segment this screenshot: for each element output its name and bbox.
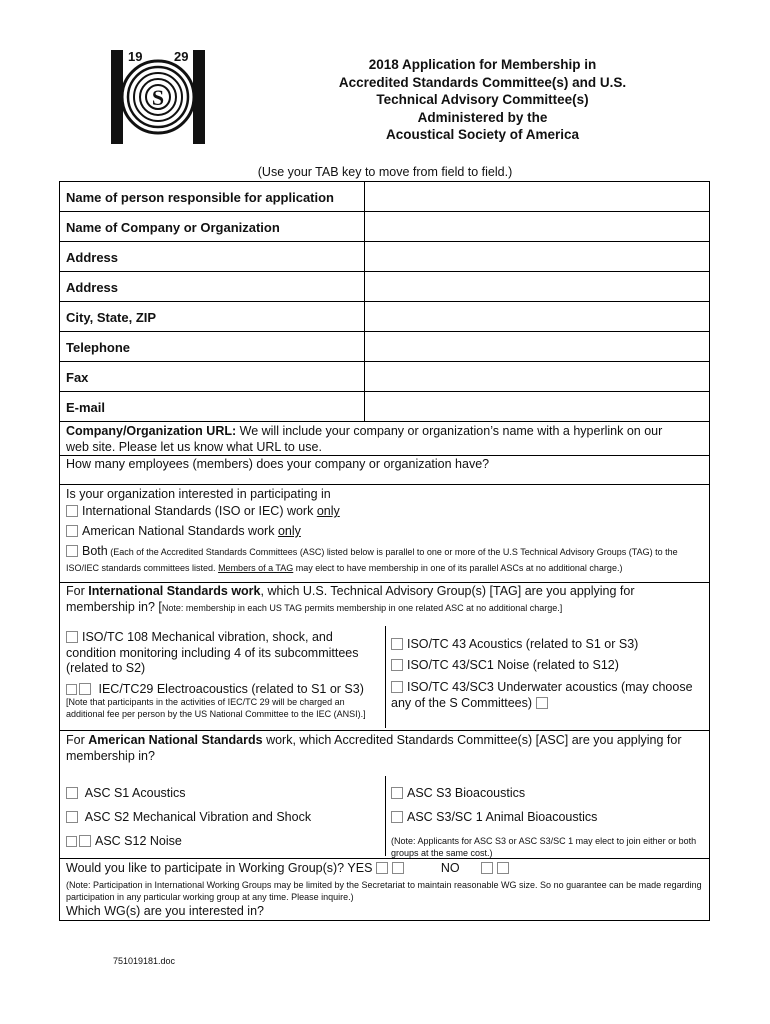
title-line: Technical Advisory Committee(s) <box>376 92 589 107</box>
iec-note: [Note that participants in the activities of IEC/TC 29 will be charged an additional fee per person by the US National Committee to the IEC (ANSI).] <box>66 697 366 719</box>
iso-tc43-option[interactable] <box>391 637 703 653</box>
contact-row <box>60 242 709 272</box>
checkbox[interactable] <box>391 659 403 671</box>
asc-s3-sc1-option[interactable] <box>391 810 703 826</box>
option-label: ASC S3/SC 1 Animal Bioacoustics <box>407 810 598 824</box>
column-divider <box>385 776 386 856</box>
logo-year-right: 29 <box>174 49 189 64</box>
option-label: ISO/TC 43 Acoustics (related to S1 or S3) <box>407 637 639 651</box>
intro-text-3: membership in? <box>66 748 155 763</box>
asc-s3-note: (Note: Applicants for ASC S3 or ASC S3/SC 1 may elect to join either or both groups at the same cost.) <box>391 836 697 858</box>
interest-option-both[interactable] <box>66 544 702 575</box>
asc-s12-option[interactable] <box>66 834 378 850</box>
fax-field[interactable] <box>364 362 709 391</box>
intro-text: For <box>66 584 89 598</box>
iec-tc29-option[interactable] <box>66 682 381 698</box>
asc-s3-option[interactable] <box>391 786 703 802</box>
yes-checkbox-2[interactable] <box>392 862 404 874</box>
both-note-underline: Members of a TAG <box>218 562 294 573</box>
option-label: ASC S12 Noise <box>95 834 182 848</box>
option-text: American National Standards work <box>82 524 278 538</box>
iso-tc108-option[interactable] <box>66 630 376 677</box>
field-label: Name of Company or Organization <box>66 220 280 235</box>
contact-row <box>60 392 709 422</box>
address-line-2-field[interactable] <box>364 272 709 301</box>
option-label: ASC S2 Mechanical Vibration and Shock <box>84 810 312 824</box>
wg-question-text: Would you like to participate in Working Group(s)? <box>66 861 345 875</box>
document-id: 751019181.doc <box>113 956 176 966</box>
working-group-question <box>66 861 706 877</box>
employees-question[interactable]: How many employees (members) does your company or organization have? <box>66 457 490 471</box>
title-line: Acoustical Society of America <box>385 127 580 142</box>
responsible-person-field[interactable] <box>364 182 709 211</box>
city-state-zip-field[interactable] <box>364 302 709 331</box>
option-underline: only <box>316 504 340 518</box>
intro-text: For <box>66 733 89 747</box>
divider <box>60 582 709 583</box>
option-underline: only <box>277 524 301 538</box>
field-label: Fax <box>66 370 89 385</box>
both-note: (Each of the Accredited Standards Committees (ASC) listed below is parallel to one or more of the U.S Technical Advisory Groups (TAG) to the ISO/IEC standards committees listed. <box>66 547 678 573</box>
field-label: Address <box>66 250 119 265</box>
title-line: 2018 Application for Membership in <box>368 57 597 72</box>
interest-option-international[interactable] <box>66 504 706 520</box>
both-note-end: may elect to have membership in one of its parallel ASCs at no additional charge.) <box>293 562 623 573</box>
logo-letter: S <box>151 85 165 110</box>
tab-instruction: (Use your TAB key to move from field to field.) <box>257 165 513 179</box>
checkbox[interactable] <box>66 836 77 847</box>
no-label: NO <box>440 861 460 875</box>
no-checkbox[interactable] <box>481 862 493 874</box>
iso-tc43-sc1-option[interactable] <box>391 658 703 674</box>
intro-text-2: work, which Accredited Standards Committee(s) [ASC] are you applying for <box>262 733 682 747</box>
checkbox[interactable] <box>391 638 403 650</box>
international-intro <box>66 584 706 615</box>
working-group-note: (Note: Participation in International Working Groups may be limited by the Secretariat to maintain reasonable WG size. So no guarantee can be made regarding participation in any particular working group at any time. Please inquire.) <box>66 880 702 902</box>
field-label: E-mail <box>66 400 106 415</box>
no-checkbox-2[interactable] <box>497 862 509 874</box>
address-line-1-field[interactable] <box>364 242 709 271</box>
field-label: Address <box>66 280 119 295</box>
checkbox[interactable] <box>391 787 403 799</box>
divider <box>60 484 709 485</box>
checkbox[interactable] <box>66 631 78 643</box>
checkbox[interactable] <box>536 697 548 709</box>
asc-s2-option[interactable] <box>66 810 378 826</box>
checkbox[interactable] <box>391 681 403 693</box>
url-text-2: web site. Please let us know what URL to use. <box>66 439 322 454</box>
checkbox[interactable] <box>79 835 91 847</box>
intro-text-3: membership in? [ <box>66 599 162 614</box>
company-name-field[interactable] <box>364 212 709 241</box>
asa-logo <box>108 47 208 147</box>
intro-text-2: , which U.S. Technical Advisory Group(s) [TAG] are you applying for <box>260 584 635 598</box>
application-form <box>59 181 710 921</box>
column-divider <box>385 626 386 728</box>
document-title <box>300 56 665 144</box>
option-text: Both <box>82 544 108 558</box>
field-label: Telephone <box>66 340 131 355</box>
american-intro <box>66 733 706 764</box>
intro-bold: American National Standards <box>88 733 263 747</box>
field-label: Name of person responsible for application <box>66 190 334 205</box>
checkbox[interactable] <box>66 525 78 537</box>
divider <box>60 455 709 456</box>
logo-year-left: 19 <box>128 49 143 64</box>
option-label: ISO/TC 43/SC1 Noise (related to S12) <box>407 658 619 672</box>
divider <box>60 730 709 731</box>
option-label: ASC S1 Acoustics <box>84 786 186 800</box>
checkbox[interactable] <box>66 505 78 517</box>
email-field[interactable] <box>364 392 709 421</box>
field-label: City, State, ZIP <box>66 310 157 325</box>
option-label: ASC S3 Bioacoustics <box>407 786 526 800</box>
yes-checkbox[interactable] <box>376 862 388 874</box>
iso-tc43-sc3-option[interactable] <box>391 680 703 711</box>
contact-row <box>60 212 709 242</box>
contact-row <box>60 332 709 362</box>
contact-row <box>60 302 709 332</box>
checkbox[interactable] <box>66 787 78 799</box>
intro-bold: International Standards work <box>88 584 261 598</box>
url-text: We will include your company or organization’s name with a hyperlink on our <box>236 424 663 438</box>
option-label: ISO/TC 108 Mechanical vibration, shock, and condition monitoring including 4 of its subcommittees (related to S2) <box>66 630 359 675</box>
interest-question: Is your organization interested in participating in <box>66 487 331 501</box>
yes-label: YES <box>347 861 373 875</box>
checkbox[interactable] <box>391 811 403 823</box>
checkbox[interactable] <box>79 683 91 695</box>
url-section[interactable] <box>66 424 706 455</box>
intro-note: Note: membership in each US TAG permits membership in one related ASC at no additional charge.] <box>161 602 563 613</box>
telephone-field[interactable] <box>364 332 709 361</box>
url-label: Company/Organization URL: <box>66 424 237 438</box>
title-line: Administered by the <box>417 109 548 125</box>
checkbox[interactable] <box>66 684 77 695</box>
title-line: Accredited Standards Committee(s) and U.S. <box>338 74 627 90</box>
working-group-which[interactable]: Which WG(s) are you interested in? <box>66 904 264 918</box>
contact-row <box>60 362 709 392</box>
divider <box>60 858 709 859</box>
asc-s1-option[interactable] <box>66 786 378 802</box>
checkbox[interactable] <box>66 811 78 823</box>
option-text: International Standards (ISO or IEC) work <box>82 504 317 518</box>
contact-row <box>60 272 709 302</box>
option-label: IEC/TC29 Electroacoustics (related to S1 or S3) <box>98 682 364 696</box>
option-label: ISO/TC 43/SC3 Underwater acoustics (may choose any of the S Committees) <box>391 680 693 710</box>
contact-row <box>60 182 709 212</box>
interest-option-american[interactable] <box>66 524 706 540</box>
checkbox[interactable] <box>66 545 78 557</box>
